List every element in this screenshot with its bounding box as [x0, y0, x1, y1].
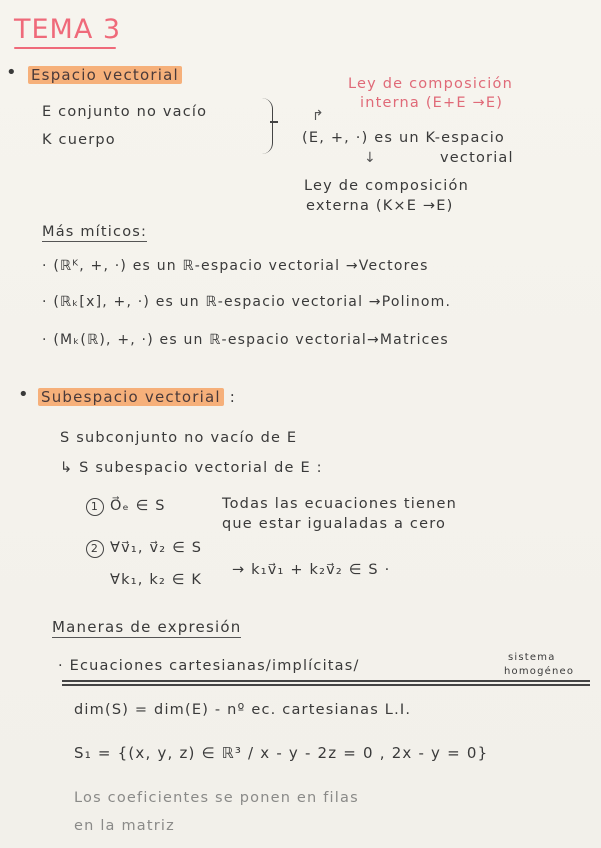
subespacio-def-line: ↳ S subespacio vectorial de E : [60, 460, 323, 476]
mitico-text: (Mₖ(ℝ), +, ·) es un ℝ-espacio vectorial→Matrices [53, 332, 449, 348]
ley-externa-line2: externa (K×E →E) [306, 198, 454, 214]
mas-miticos-heading [42, 224, 147, 240]
ley-interna-line1: Ley de composición [348, 76, 513, 92]
cond1-note-line2: que estar igualadas a cero [222, 516, 447, 532]
title-underline [14, 47, 116, 49]
double-underline-2 [62, 684, 590, 686]
bullet-icon: • [6, 62, 18, 83]
condition-2 [86, 540, 202, 558]
cond2-scalars: ∀k₁, k₂ ∈ K [110, 572, 203, 588]
curve-arrow-icon: ↱ [312, 108, 324, 124]
ecuaciones-line: · Ecuaciones cartesianas/implícitas/ [58, 658, 360, 674]
bullet-icon: • [18, 384, 30, 405]
ley-interna-line2: interna (E+E →E) [360, 95, 504, 111]
cond1-text: O⃗ₑ ∈ S [110, 498, 166, 514]
down-arrow-icon: ↓ [364, 150, 376, 166]
double-underline-1 [62, 680, 590, 682]
cond2-vectors: ∀v⃗₁, v⃗₂ ∈ S [110, 540, 203, 556]
note-line1: Los coeficientes se ponen en filas [74, 790, 359, 806]
mitico-item: · (ℝᴷ, +, ·) es un ℝ-espacio vectorial →Vectores [42, 258, 429, 274]
mitico-item: · (ℝₖ[x], +, ·) es un ℝ-espacio vectorial →Polinom. [42, 294, 452, 310]
note-line2: en la matriz [74, 818, 175, 834]
homogeneo-label: homogéneo [504, 666, 575, 677]
cond2-result: → k₁v⃗₁ + k₂v⃗₂ ∈ S · [232, 562, 391, 578]
number-circle-icon: 2 [86, 540, 104, 558]
heading-text: Espacio vectorial [28, 66, 182, 84]
s1-formula: S₁ = {(x, y, z) ∈ ℝ³ / x - y - 2z = 0 , 2x - y = 0} [74, 744, 489, 762]
cond1-note-line1: Todas las ecuaciones tienen [222, 496, 458, 512]
mitico-item: · (Mₖ(ℝ), +, ·) es un ℝ-espacio vectorial→Matrices [42, 332, 449, 348]
conjunto-line: E conjunto no vacío [42, 104, 208, 120]
colon: : [229, 388, 237, 406]
brace-icon [262, 98, 273, 154]
section-heading-subespacio [38, 388, 236, 406]
tuple-line: (E, +, ·) es un K-espacio [302, 130, 506, 146]
cuerpo-line: K cuerpo [42, 132, 116, 148]
maneras-heading [52, 618, 241, 636]
ley-externa-line1: Ley de composición [304, 178, 469, 194]
mas-miticos-text: Más míticos: [42, 224, 148, 240]
mitico-text: (ℝᴷ, +, ·) es un ℝ-espacio vectorial →Vectores [53, 258, 429, 274]
dim-formula: dim(S) = dim(E) - nº ec. cartesianas L.I. [74, 702, 412, 718]
number-circle-icon: 1 [86, 498, 104, 516]
vectorial-word: vectorial [440, 150, 514, 166]
maneras-text: Maneras de expresión [52, 618, 242, 636]
subconjunto-line: S subconjunto no vacío de E [60, 430, 298, 446]
condition-1 [86, 498, 166, 516]
heading-text: Subespacio vectorial [38, 388, 224, 406]
brace-tip [270, 121, 278, 123]
mitico-text: (ℝₖ[x], +, ·) es un ℝ-espacio vectorial →Polinom. [53, 294, 452, 310]
section-heading-espacio-vectorial [28, 66, 182, 84]
page-title: TEMA 3 [14, 14, 122, 45]
sistema-label: sistema [508, 652, 556, 663]
